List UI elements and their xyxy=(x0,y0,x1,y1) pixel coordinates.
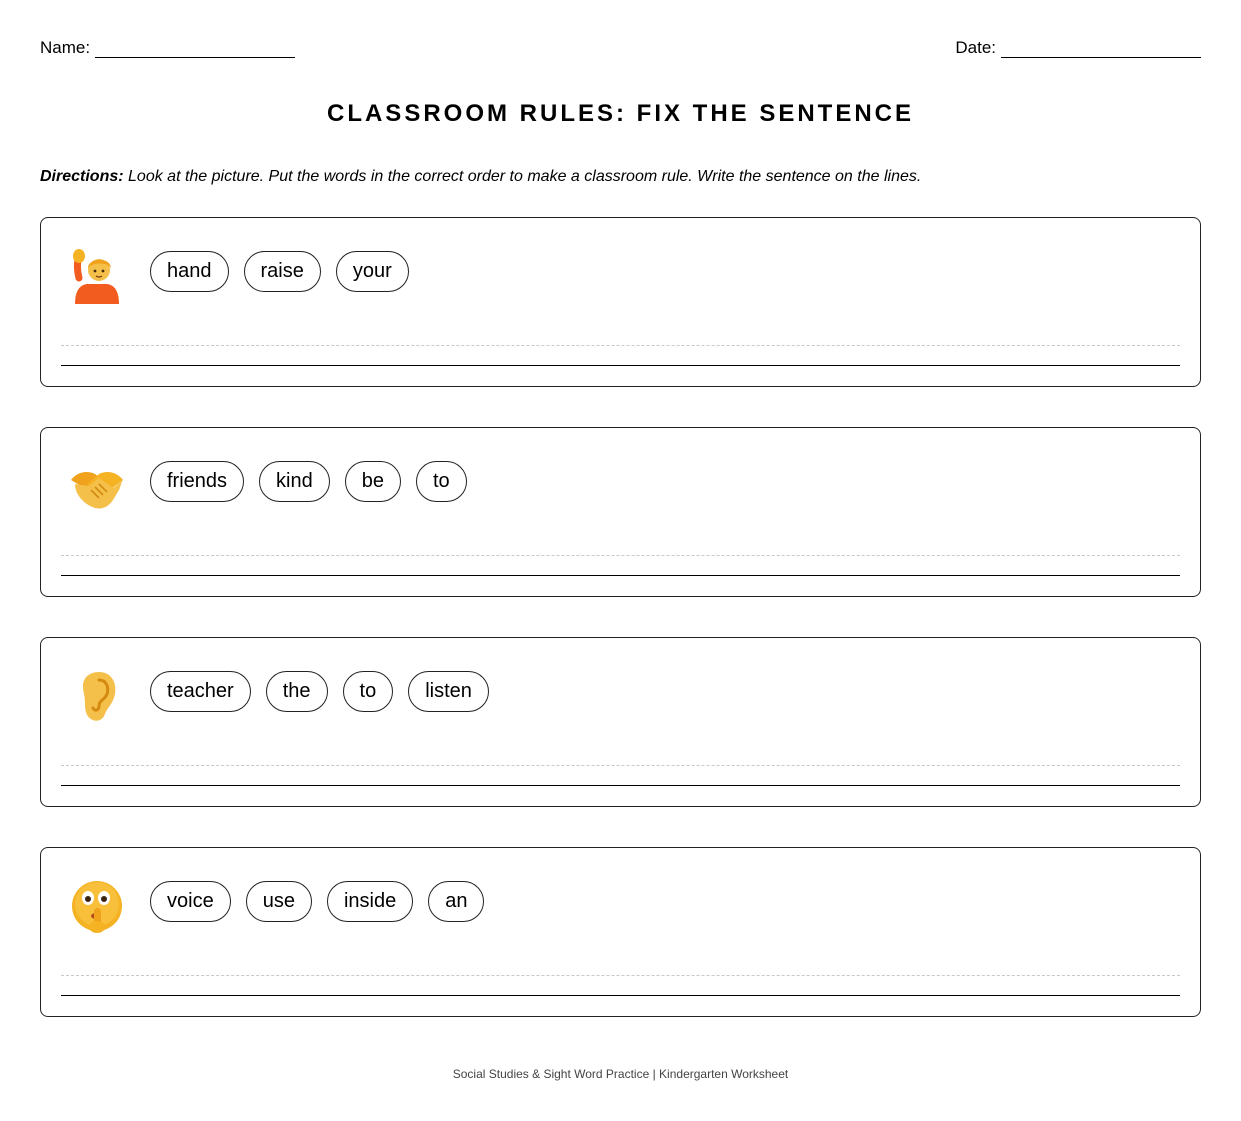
rule-card-1 xyxy=(40,217,1201,387)
writing-guide-line xyxy=(61,345,1180,346)
header-row xyxy=(40,38,1201,62)
page-title: CLASSROOM RULES: FIX THE SENTENCE xyxy=(326,100,915,127)
word-chip[interactable]: to xyxy=(416,461,467,502)
word-chip[interactable]: to xyxy=(343,671,394,712)
footer: Social Studies & Sight Word Practice | Kindergarten Worksheet xyxy=(452,1067,789,1081)
writing-guide-line xyxy=(61,975,1180,976)
word-chip[interactable]: friends xyxy=(150,461,244,502)
directions xyxy=(40,168,1200,186)
word-chip[interactable]: inside xyxy=(327,881,413,922)
date-blank-line[interactable] xyxy=(1001,41,1201,58)
word-bank xyxy=(150,671,489,712)
directions-label: Directions: xyxy=(40,168,124,185)
name-blank-line[interactable] xyxy=(95,41,295,58)
rule-card-3 xyxy=(40,637,1201,807)
date-label: Date: xyxy=(955,38,996,57)
word-chip[interactable]: raise xyxy=(244,251,321,292)
ear-icon xyxy=(69,668,125,724)
name-field[interactable] xyxy=(40,38,295,58)
writing-guide-line xyxy=(61,555,1180,556)
word-chip[interactable]: be xyxy=(345,461,401,502)
handshake-icon xyxy=(69,458,125,514)
word-chip[interactable]: an xyxy=(428,881,484,922)
rule-card-2 xyxy=(40,427,1201,597)
word-chip[interactable]: hand xyxy=(150,251,229,292)
name-label: Name: xyxy=(40,38,91,57)
word-bank xyxy=(150,881,484,922)
person-raising-hand-icon xyxy=(69,248,125,304)
word-chip[interactable]: kind xyxy=(259,461,330,502)
writing-base-line[interactable] xyxy=(61,575,1180,576)
rule-card-4 xyxy=(40,847,1201,1017)
word-chip[interactable]: listen xyxy=(408,671,489,712)
shushing-face-icon xyxy=(69,878,125,934)
writing-guide-line xyxy=(61,765,1180,766)
word-chip[interactable]: the xyxy=(266,671,328,712)
word-chip[interactable]: voice xyxy=(150,881,231,922)
writing-base-line[interactable] xyxy=(61,785,1180,786)
word-chip[interactable]: teacher xyxy=(150,671,251,712)
word-chip[interactable]: use xyxy=(246,881,312,922)
writing-base-line[interactable] xyxy=(61,365,1180,366)
date-field[interactable] xyxy=(955,38,1201,58)
word-bank xyxy=(150,251,409,292)
writing-base-line[interactable] xyxy=(61,995,1180,996)
word-chip[interactable]: your xyxy=(336,251,409,292)
directions-text: Look at the picture. Put the words in the correct order to make a classroom rule. Write the sentence on the lines. xyxy=(123,168,922,185)
word-bank xyxy=(150,461,467,502)
